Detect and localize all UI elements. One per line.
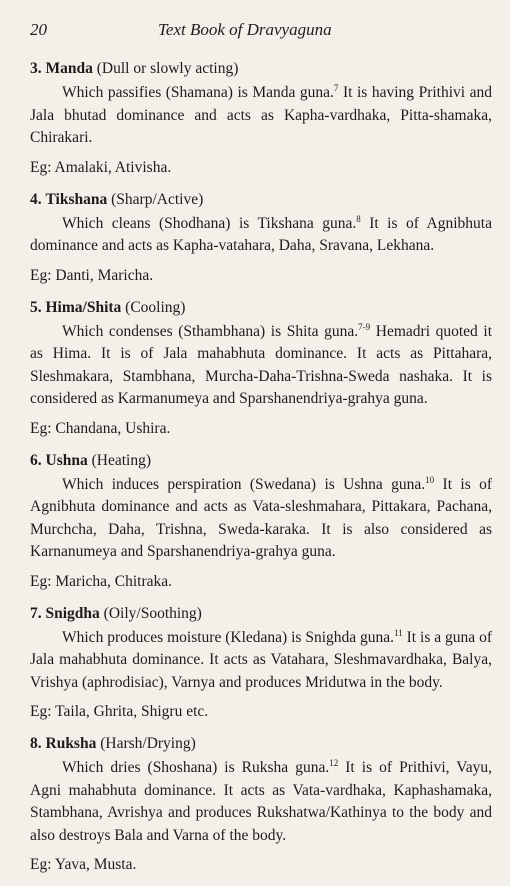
section-name: Snigdha — [45, 604, 100, 622]
section-paragraph — [30, 757, 492, 847]
running-title: Text Book of Dravyaguna — [158, 20, 332, 39]
section-heading — [30, 603, 492, 625]
section-number: 7. — [30, 604, 42, 622]
section-heading — [30, 58, 492, 80]
paragraph-rest: It is a guna of Jala mahabhuta dominance. It acts as Vatahara, Sleshmavardhaka, Balya, Vrishya (aphrodisiac), Varnya and produces Mridutwa in the body. — [30, 628, 492, 691]
section-paragraph — [30, 82, 492, 150]
paragraph-rest: Hemadri quoted it as Hima. It is of Jala mahabhuta dominance. It acts as Pittahara, Sleshmakara, Stambhana, Murcha-Daha-Trishna-Sweda nashaka. It is considered as Karmanumeya and Sparshanendriya-grahya guna. — [30, 322, 492, 407]
section-number: 5. — [30, 298, 42, 316]
section-number: 8. — [30, 735, 42, 752]
section-heading — [30, 450, 492, 472]
example-line: Eg: Yava, Musta. — [30, 856, 137, 873]
section-gloss: (Oily/Soothing) — [103, 604, 202, 622]
section-manda — [30, 58, 492, 179]
footnote-marker: 10 — [425, 474, 435, 485]
section-name: Hima/Shita — [45, 298, 122, 316]
paragraph-rest: It is of Agnibhuta dominance and acts as Kapha-vatahara, Daha, Sravana, Lekhana. — [30, 214, 492, 254]
section-name: Manda — [45, 60, 93, 77]
section-gloss: (Dull or slowly acting) — [96, 60, 239, 77]
section-name: Tikshana — [45, 190, 108, 208]
paragraph-lead: Which cleans (Shodhana) is Tikshana guna. — [62, 214, 357, 232]
section-heading — [30, 733, 492, 755]
example-line: Eg: Taila, Ghrita, Shigru etc. — [30, 703, 209, 720]
section-name: Ruksha — [45, 735, 97, 752]
section-gloss: (Heating) — [91, 451, 151, 469]
example-line: Eg: Amalaki, Ativisha. — [30, 158, 172, 176]
section-paragraph — [30, 213, 492, 258]
section-number: 6. — [30, 451, 42, 469]
page-number: 20 — [30, 20, 47, 39]
footnote-marker: 7 — [333, 82, 339, 93]
section-paragraph — [30, 321, 492, 411]
section-number: 4. — [30, 190, 42, 208]
footnote-marker: 12 — [329, 757, 339, 768]
paragraph-lead: Which dries (Shoshana) is Ruksha guna. — [62, 759, 330, 776]
example-line: Eg: Chandana, Ushira. — [30, 419, 171, 437]
section-ruksha — [30, 733, 492, 876]
section-hima-shita — [30, 297, 492, 440]
example-line: Eg: Maricha, Chitraka. — [30, 572, 173, 590]
paragraph-rest: It is having Prithivi and Jala bhutad dominance and acts as Kapha-vardhaka, Pitta-shamaka, Chirakari. — [30, 84, 492, 146]
section-tikshana — [30, 189, 492, 287]
section-gloss: (Harsh/Drying) — [100, 735, 196, 752]
paragraph-lead: Which passifies (Shamana) is Manda guna. — [62, 84, 334, 101]
paragraph-lead: Which produces moisture (Kledana) is Snighda guna. — [62, 628, 395, 646]
paragraph-rest: It is of Prithivi, Vayu, Agni mahabhuta dominance. It acts as Vata-vardhaka, Kaphashamaka, Stambhana, Avrishya and produces Rukshatwa/Kathinya to the body and also destroys Bala and Varna of the body. — [30, 759, 492, 844]
section-number: 3. — [30, 60, 42, 77]
section-gloss: (Cooling) — [125, 298, 186, 316]
section-ushna — [30, 450, 492, 593]
paragraph-lead: Which induces perspiration (Swedana) is Ushna guna. — [62, 475, 426, 493]
section-paragraph — [30, 627, 492, 695]
page-header — [30, 20, 490, 44]
footnote-marker: 8 — [356, 213, 361, 224]
section-gloss: (Sharp/Active) — [111, 190, 204, 208]
section-heading — [30, 297, 492, 319]
paragraph-lead: Which condenses (Sthambhana) is Shita guna. — [62, 322, 359, 340]
section-snigdha — [30, 603, 492, 724]
section-name: Ushna — [45, 451, 88, 469]
section-paragraph — [30, 474, 492, 564]
footnote-marker: 7-9 — [358, 321, 371, 332]
paragraph-rest: It is of Agnibhuta dominance and acts as Vata-sleshmahara, Pittakara, Pachana, Murchcha, Daha, Trishna, Sweda-karaka. It is also considered as Karnanumeya and Sparshanendriya-grahya guna. — [30, 475, 493, 560]
example-line: Eg: Danti, Maricha. — [30, 266, 154, 284]
section-heading — [30, 189, 492, 211]
footnote-marker: 11 — [394, 627, 403, 638]
page-content — [30, 58, 492, 886]
